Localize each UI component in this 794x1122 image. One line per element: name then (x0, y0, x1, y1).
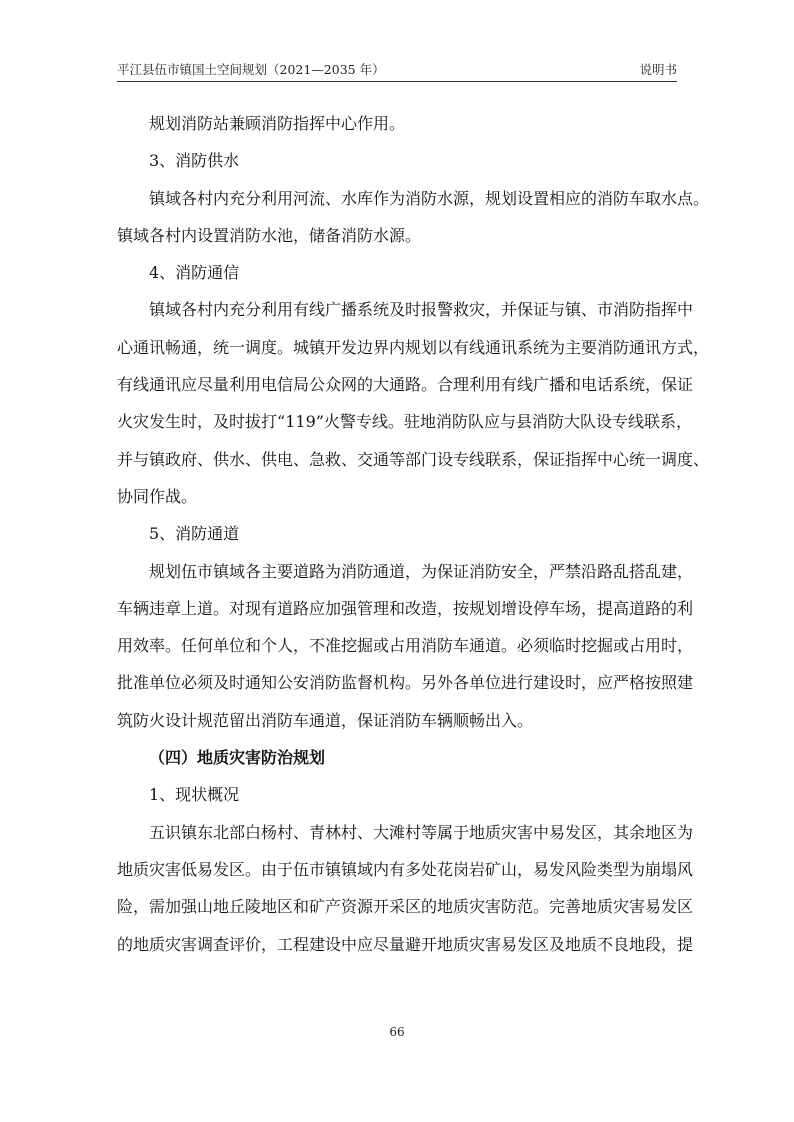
paragraph-line: 五识镇东北部白杨村、青林村、大滩村等属于地质灾害中易发区，其余地区为 (149, 822, 694, 842)
header-divider (117, 81, 677, 82)
paragraph-line: 火灾发生时，及时拔打“119”火警专线。驻地消防队应与县消防大队设专线联系， (117, 412, 692, 432)
paragraph-line: 镇域各村内设置消防水池，储备消防水源。 (117, 225, 422, 245)
header-document-title: 平江县伍市镇国土空间规划（2021—2035 年） (117, 62, 385, 77)
subheading-fire-water-supply: 3、消防供水 (149, 151, 240, 171)
paragraph-line: 镇域各村内充分利用有线广播系统及时报警救灾，并保证与镇、市消防指挥中 (149, 300, 694, 320)
page-body (117, 105, 710, 963)
paragraph-line: 规划消防站兼顾消防指挥中心作用。 (149, 114, 406, 133)
paragraph-line: 镇域各村内充分利用河流、水库作为消防水源，规划设置相应的消防车取水点。 (149, 188, 710, 208)
section-heading-geological-hazards: （四）地质灾害防治规划 (149, 748, 326, 768)
paragraph-line: 规划伍市镇域各主要道路为消防通道，为保证消防安全，严禁沿路乱搭乱建， (149, 561, 694, 581)
header-document-type: 说明书 (639, 62, 677, 77)
paragraph-line: 批准单位必须及时通知公安消防监督机构。另外各单位进行建设时，应严格按照建 (117, 673, 694, 693)
paragraph-line: 险，需加强山地丘陵地区和矿产资源开采区的地质灾害防范。完善地质灾害易发区 (117, 897, 694, 917)
subheading-fire-communication: 4、消防通信 (149, 263, 240, 283)
subheading-current-situation: 1、现状概况 (149, 785, 240, 805)
running-header (117, 60, 677, 80)
paragraph-line: 协同作战。 (117, 486, 198, 506)
paragraph-line: 的地质灾害调查评价，工程建设中应尽量避开地质灾害易发区及地质不良地段，提 (117, 934, 694, 954)
paragraph-line: 地质灾害低易发区。由于伍市镇镇域内有多处花岗岩矿山，易发风险类型为崩塌风 (117, 859, 694, 879)
paragraph-line: 并与镇政府、供水、供电、急救、交通等部门设专线联系，保证指挥中心统一调度、 (117, 449, 710, 469)
paragraph-line: 筑防火设计规范留出消防车通道，保证消防车辆顺畅出入。 (117, 710, 534, 730)
paragraph-line: 有线通讯应尽量利用电信局公众网的大通路。合理利用有线广播和电话系统，保证 (117, 375, 694, 395)
paragraph-line: 用效率。任何单位和个人，不准挖掘或占用消防车通道。必须临时挖掘或占用时， (117, 636, 694, 656)
subheading-fire-access-roads: 5、消防通道 (149, 524, 240, 544)
paragraph-line: 车辆违章上道。对现有道路应加强管理和改造，按规划增设停车场，提高道路的利 (117, 598, 694, 618)
page-number: 66 (389, 1025, 405, 1039)
paragraph-line: 心通讯畅通，统一调度。城镇开发边界内规划以有线通讯系统为主要消防通讯方式， (117, 337, 710, 357)
